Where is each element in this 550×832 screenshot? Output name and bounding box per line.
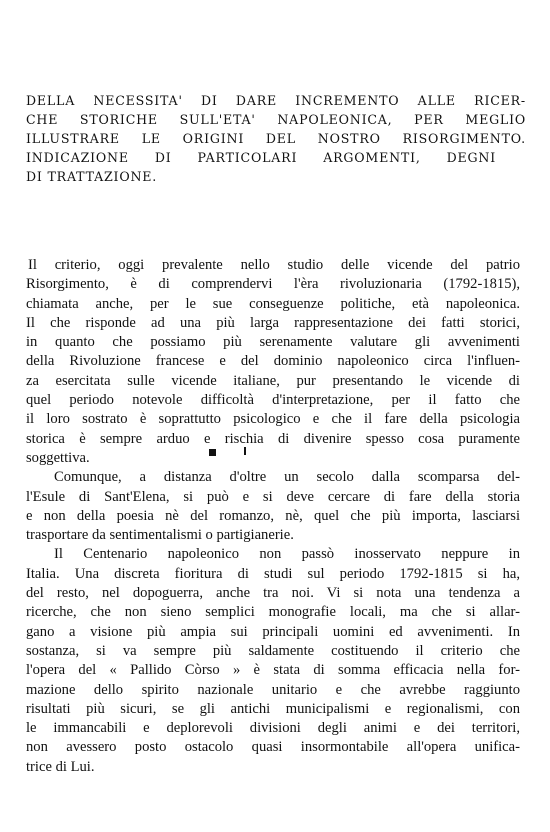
paragraph-1 bbox=[26, 256, 520, 468]
text-line: soggettiva. bbox=[26, 449, 90, 466]
heading-line: DELLA NECESSITA' DI DARE INCREMENTO ALLE RICER- bbox=[26, 93, 526, 108]
text-line: l'opera del « Pallido Còrso » è stata di somma efficacia nella for- bbox=[26, 662, 520, 679]
text-line: Risorgimento, è di comprendervi l'èra rivoluzionaria (1792-1815), bbox=[26, 276, 520, 293]
body-text bbox=[26, 256, 520, 777]
text-line: chiamata anche, per le sue conseguenze politiche, età napoleonica. bbox=[26, 295, 520, 312]
text-line: le immancabili e deplorevoli divisioni degli animi e dei territori, bbox=[26, 720, 520, 737]
text-line: storica è sempre arduo e rischia di divenire spesso cosa puramente bbox=[26, 430, 520, 447]
text-line: Italia. Una discreta fioritura di studi sul periodo 1792-1815 si ha, bbox=[26, 565, 520, 582]
heading-line: CHE STORICHE SULL'ETA' NAPOLEONICA, PER MEGLIO bbox=[26, 111, 526, 127]
text-line: mazione dello spirito nazionale unitario e che avrebbe raggiunto bbox=[26, 681, 520, 698]
text-line: quel periodo notevole difficoltà d'interpretazione, per il fatto che bbox=[26, 392, 520, 409]
heading-line: INDICAZIONE DI PARTICOLARI ARGOMENTI, DEGNI bbox=[26, 149, 496, 165]
text-line: Il criterio, oggi prevalente nello studio delle vicende del patrio bbox=[28, 257, 520, 273]
text-line: e non della poesia nè del romanzo, nè, quel che più importa, lasciarsi bbox=[26, 507, 520, 524]
chapter-heading bbox=[26, 92, 526, 187]
text-line: del resto, nel dopoguerra, anche tra noi. Vi si nota una tendenza a bbox=[26, 585, 520, 602]
text-line: in quanto che possiamo più serenamente valutare gli avvenimenti bbox=[26, 334, 520, 351]
text-line: gano a visione più ampia sui principali uomini ed avvenimenti. In bbox=[26, 623, 520, 640]
text-line: risultati più sicuri, se gli antichi municipalismi e regionalismi, con bbox=[26, 700, 520, 717]
ink-tick-mark bbox=[244, 447, 246, 455]
text-line: della Rivoluzione francese e del dominio napoleonico circa l'influen- bbox=[26, 353, 520, 370]
text-line: l'Esule di Sant'Elena, si può e si deve cercare di fare della storia bbox=[26, 488, 520, 505]
text-line: Il Centenario napoleonico non passò inosservato neppure in bbox=[54, 546, 520, 563]
heading-line: ILLUSTRARE LE ORIGINI DEL NOSTRO RISORGIMENTO. bbox=[26, 130, 526, 146]
heading-line: DI TRATTAZIONE. bbox=[26, 168, 158, 184]
ink-blot-mark bbox=[209, 449, 216, 456]
text-line: il loro sostrato è soprattutto psicologico e che il fare della psicologia bbox=[26, 411, 520, 428]
text-line: sostanza, si va sempre più saldamente costituendo il criterio che bbox=[26, 642, 520, 659]
text-line: non avessero posto ostacolo quasi insormontabile all'opera unifica- bbox=[26, 739, 520, 756]
text-line: Comunque, a distanza d'oltre un secolo dalla scomparsa del- bbox=[54, 469, 520, 486]
text-line: trice di Lui. bbox=[26, 758, 95, 775]
text-line: Il che risponde ad una più larga rappresentazione dei fatti storici, bbox=[26, 314, 520, 331]
text-line: trasportare da sentimentalismi o partigianerie. bbox=[26, 527, 294, 544]
text-line: ricerche, che non sieno semplici monografie locali, ma che si allar- bbox=[26, 604, 520, 621]
paragraph-3 bbox=[26, 545, 520, 777]
paragraph-2 bbox=[26, 468, 520, 545]
text-line: za esercitata sulle vicende italiane, pur presentando le vicende di bbox=[26, 372, 520, 389]
